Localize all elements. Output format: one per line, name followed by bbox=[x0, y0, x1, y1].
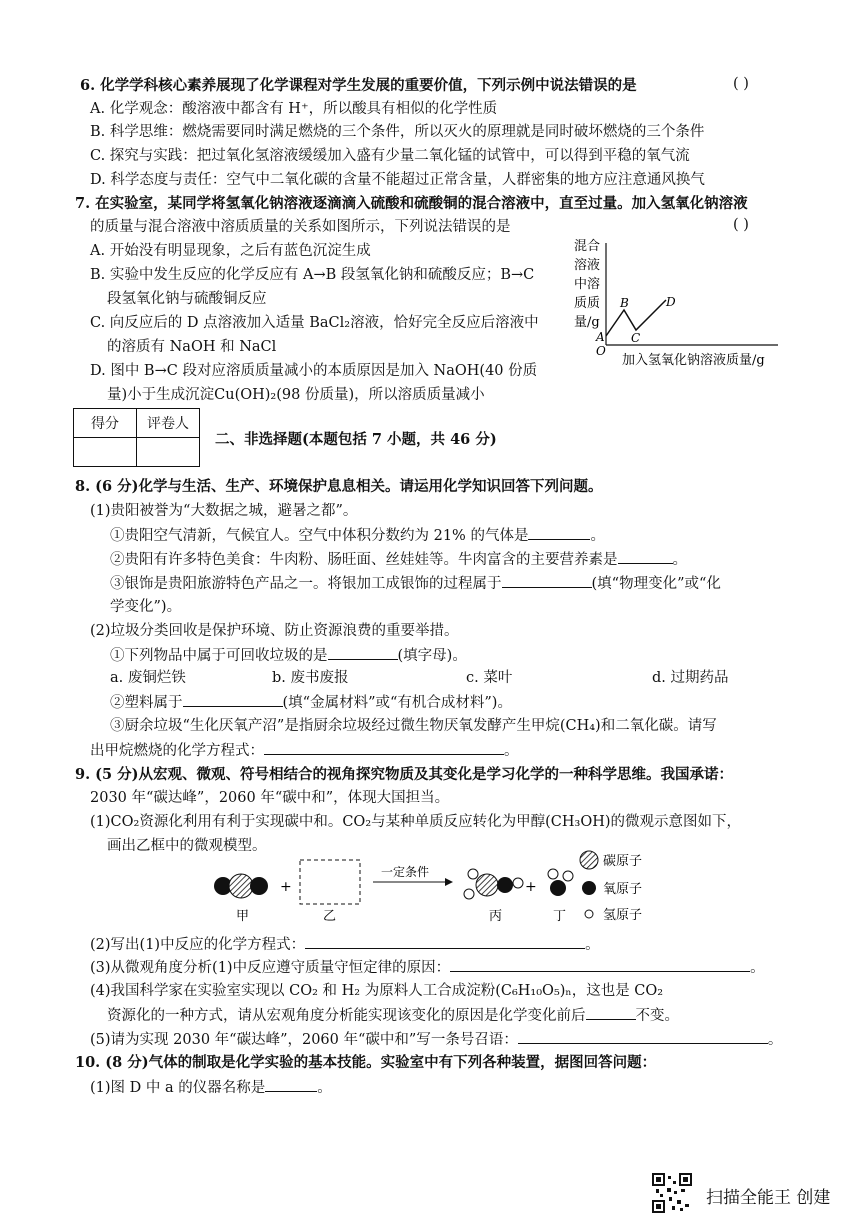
q8-option-b: b. 废书废报 bbox=[272, 670, 349, 686]
grader-header: 评卷人 bbox=[137, 409, 200, 438]
q6-option-c: C. 探究与实践：把过氧化氢溶液缓缓加入盛有少量二氧化锰的试管中，可以得到平稳的氧气流 bbox=[90, 148, 690, 164]
answer-blank[interactable] bbox=[518, 1029, 768, 1044]
answer-blank[interactable] bbox=[618, 549, 673, 564]
carbon-atom bbox=[476, 874, 498, 896]
answer-blank[interactable] bbox=[264, 740, 504, 755]
graph-ylabel-3: 中溶 bbox=[574, 277, 601, 292]
q8-part1-1: ①贵阳空气清新，气候宜人。空气中体积分数约为 21% 的气体是 。 bbox=[110, 525, 605, 546]
grader-cell[interactable] bbox=[137, 438, 200, 467]
answer-blank[interactable] bbox=[265, 1077, 317, 1092]
label-bing: 丙 bbox=[489, 909, 503, 924]
q7-option-c-1: C. 向反应后的 D 点溶液加入适量 BaCl₂溶液，恰好完全反应后溶液中 bbox=[90, 315, 539, 331]
q8-part2-2: ②塑料属于 (填“金属材料”或“有机合成材料”)。 bbox=[110, 692, 512, 713]
empty-box[interactable] bbox=[300, 860, 360, 904]
hydrogen-atom bbox=[464, 889, 474, 899]
q8-part2-3: ③厨余垃圾“生化厌氧产沼”是指厨余垃圾经过微生物厌氧发酵产生甲烷(CH₄)和二氧化碳。请写 bbox=[110, 718, 717, 734]
q7-option-b-1: B. 实验中发生反应的化学反应有 A→B 段氢氧化钠和硫酸反应；B→C bbox=[90, 267, 535, 283]
arrow-condition: 一定条件 bbox=[381, 865, 430, 879]
answer-blank[interactable] bbox=[305, 934, 585, 949]
graph-xlabel: 加入氢氧化钠溶液质量/g bbox=[622, 353, 765, 368]
q8-part2: (2)垃圾分类回收是保护环境、防止资源浪费的重要举措。 bbox=[90, 623, 459, 639]
q7-stem-2: 的质量与混合溶液中溶质质量的关系如图所示，下列说法错误的是 bbox=[90, 219, 511, 235]
graph-origin: O bbox=[596, 344, 606, 358]
oxygen-atom bbox=[550, 880, 566, 896]
answer-blank[interactable] bbox=[328, 645, 398, 660]
legend-carbon-icon bbox=[580, 851, 598, 869]
q8-stem: 8. (6 分)化学与生活、生产、环境保护息息相关。请运用化学知识回答下列问题。 bbox=[75, 478, 603, 495]
q8-option-c: c. 菜叶 bbox=[466, 670, 513, 686]
q6-option-a: A. 化学观念：酸溶液中都含有 H⁺，所以酸具有相似的化学性质 bbox=[90, 101, 498, 117]
q6-option-b: B. 科学思维：燃烧需要同时满足燃烧的三个条件，所以灭火的原理就是同时破坏燃烧的三个条件 bbox=[90, 124, 705, 140]
q8-part1-2: ②贵阳有许多特色美食：牛肉粉、肠旺面、丝娃娃等。牛肉富含的主要营养素是 。 bbox=[110, 549, 687, 570]
q10-stem: 10. (8 分)气体的制取是化学实验的基本技能。实验室中有下列各种装置，据图回答问题： bbox=[75, 1054, 657, 1071]
q8-option-d: d. 过期药品 bbox=[652, 670, 729, 686]
q9-part5: (5)请为实现 2030 年“碳达峰”，2060 年“碳中和”写一条号召语： 。 bbox=[90, 1029, 782, 1050]
legend-oxygen: 氧原子 bbox=[603, 882, 643, 897]
score-table bbox=[73, 408, 200, 467]
graph-point-d: D bbox=[666, 295, 676, 309]
q7-graph bbox=[566, 238, 786, 378]
q8-part1: (1)贵阳被誉为“大数据之城，避暑之都”。 bbox=[90, 503, 358, 519]
q9-part4-a: (4)我国科学家在实验室实现以 CO₂ 和 H₂ 为原料人工合成淀粉(C₆H₁₀O₅)ₙ，这也是 CO₂ bbox=[90, 983, 664, 999]
q6-paren: ( ) bbox=[733, 76, 749, 92]
score-header: 得分 bbox=[74, 409, 137, 438]
q10-part1: (1)图 D 中 a 的仪器名称是 。 bbox=[90, 1077, 332, 1098]
hydrogen-atom bbox=[548, 869, 558, 879]
legend-oxygen-icon bbox=[582, 881, 596, 895]
answer-blank[interactable] bbox=[183, 692, 283, 707]
label-yi: 乙 bbox=[323, 909, 337, 924]
section-2-header: 二、非选择题(本题包括 7 小题，共 46 分) bbox=[215, 431, 497, 448]
hydrogen-atom bbox=[513, 878, 523, 888]
q6-option-d: D. 科学态度与责任：空气中二氧化碳的含量不能超过正常含量，人群密集的地方应注意通风换气 bbox=[90, 172, 705, 188]
q7-option-d-2: 量)小于生成沉淀Cu(OH)₂(98 份质量)，所以溶质质量减小 bbox=[107, 387, 485, 403]
q9-part2: (2)写出(1)中反应的化学方程式： 。 bbox=[90, 934, 600, 955]
q7-option-c-2: 的溶质有 NaOH 和 NaCl bbox=[107, 339, 277, 355]
q8-part2-1: ①下列物品中属于可回收垃圾的是 (填字母)。 bbox=[110, 645, 467, 666]
q9-stem-1: 9. (5 分)从宏观、微观、符号相结合的视角探究物质及其变化是学习化学的一种科学思维。我国承诺： bbox=[75, 766, 734, 783]
q8-part1-3: ③银饰是贵阳旅游特色产品之一。将银加工成银饰的过程属于 (填“物理变化”或“化 bbox=[110, 573, 721, 594]
q7-option-d-1: D. 图中 B→C 段对应溶质质量减小的本质原因是加入 NaOH(40 份质 bbox=[90, 363, 538, 379]
graph-ylabel-1: 混合 bbox=[574, 239, 601, 254]
hydrogen-atom bbox=[468, 869, 478, 879]
graph-point-a: A bbox=[596, 330, 605, 344]
graph-point-c: C bbox=[631, 331, 641, 345]
legend-hydrogen: 氢原子 bbox=[603, 908, 643, 923]
molecule-diagram bbox=[205, 848, 665, 928]
q9-stem-2: 2030 年“碳达峰”，2060 年“碳中和”，体现大国担当。 bbox=[90, 790, 450, 806]
q6-stem: 6. 化学学科核心素养展现了化学课程对学生发展的重要价值，下列示例中说法错误的是 bbox=[80, 77, 637, 94]
answer-blank[interactable] bbox=[586, 1005, 636, 1020]
q9-part1-a: (1)CO₂资源化利用有利于实现碳中和。CO₂与某种单质反应转化为甲醇(CH₃OH)的微观示意图如下， bbox=[90, 814, 742, 830]
graph-ylabel-4: 质质 bbox=[574, 296, 601, 311]
scanner-watermark: 扫描全能王 创建 bbox=[706, 1188, 831, 1208]
q9-part4-b: 资源化的一种方式，请从宏观角度分析能实现该变化的原因是化学变化前后 不变。 bbox=[107, 1005, 679, 1026]
q7-option-b-2: 段氢氧化钠与硫酸铜反应 bbox=[107, 291, 267, 307]
q9-part3: (3)从微观角度分析(1)中反应遵守质量守恒定律的原因： 。 bbox=[90, 957, 765, 978]
graph-ylabel-5: 量/g bbox=[574, 315, 600, 330]
carbon-atom bbox=[229, 874, 253, 898]
label-ding: 丁 bbox=[553, 909, 567, 924]
label-jia: 甲 bbox=[236, 909, 250, 924]
answer-blank[interactable] bbox=[502, 573, 592, 588]
legend-hydrogen-icon bbox=[585, 910, 593, 918]
q7-option-a: A. 开始没有明显现象，之后有蓝色沉淀生成 bbox=[90, 243, 371, 259]
plus-sign: + bbox=[280, 879, 292, 895]
arrow-head-icon bbox=[445, 878, 453, 886]
graph-point-b: B bbox=[620, 296, 629, 310]
score-cell[interactable] bbox=[74, 438, 137, 467]
q7-stem-1: 7. 在实验室，某同学将氢氧化钠溶液逐滴滴入硫酸和硫酸铜的混合溶液中，直至过量。加入氢氧化钠溶液 bbox=[75, 195, 748, 212]
q7-paren: ( ) bbox=[733, 217, 749, 233]
q8-option-a: a. 废铜烂铁 bbox=[110, 670, 186, 686]
oxygen-atom bbox=[497, 877, 513, 893]
plus-sign: + bbox=[525, 879, 537, 895]
graph-ylabel-2: 溶液 bbox=[574, 258, 601, 273]
q8-part2-3-cont: 出甲烷燃烧的化学方程式： 。 bbox=[90, 740, 519, 761]
answer-blank[interactable] bbox=[450, 957, 750, 972]
q9-part1-b: 画出乙框中的微观模型。 bbox=[107, 838, 267, 854]
qr-code-icon bbox=[652, 1173, 692, 1213]
oxygen-atom bbox=[250, 877, 268, 895]
q8-part1-3-cont: 学变化”)。 bbox=[110, 599, 182, 615]
hydrogen-atom bbox=[563, 871, 573, 881]
answer-blank[interactable] bbox=[528, 525, 590, 540]
legend-carbon: 碳原子 bbox=[603, 854, 643, 869]
